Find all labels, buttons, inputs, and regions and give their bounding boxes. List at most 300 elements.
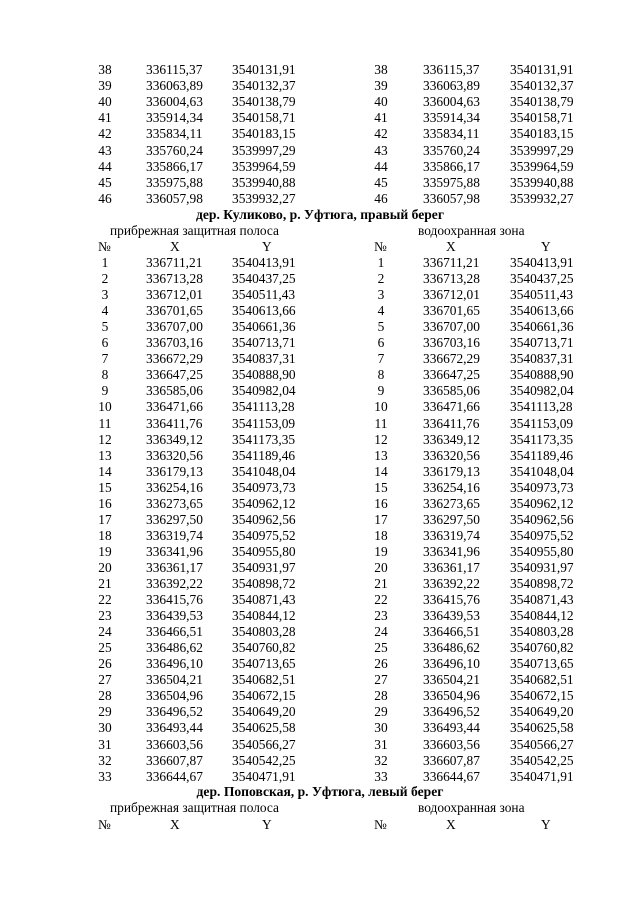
left-coord-y-cell: 3540837,31 xyxy=(232,351,296,367)
left-point-number-cell: 10 xyxy=(98,399,112,415)
left-col-header-y: Y xyxy=(262,239,272,254)
left-point-number-cell: 20 xyxy=(98,559,112,575)
right-coord-x-cell: 336063,89 xyxy=(423,78,480,94)
right-point-number-cell: 6 xyxy=(377,335,385,351)
right-coord-x-cell: 335975,88 xyxy=(423,174,480,190)
left-coord-y-cell: 3540803,28 xyxy=(232,624,296,640)
right-point-number-cell: 8 xyxy=(377,367,385,383)
left-coord-x-cell: 336466,51 xyxy=(146,624,203,640)
left-point-number-cell: 7 xyxy=(101,351,109,367)
right-coord-y-cell: 3540158,71 xyxy=(510,110,574,126)
table-row xyxy=(0,416,640,432)
left-coord-x-cell: 336486,62 xyxy=(146,640,203,656)
right-coord-x-cell: 336701,65 xyxy=(423,303,480,319)
right-point-number-cell: 5 xyxy=(377,319,385,335)
left-point-number-cell: 28 xyxy=(98,688,112,704)
right-point-number-cell: 26 xyxy=(374,656,388,672)
left-point-number-cell: 12 xyxy=(98,431,112,447)
right-coord-x-cell: 335834,11 xyxy=(423,126,480,142)
right-coord-y-cell: 3540682,51 xyxy=(510,672,574,688)
right-coord-x-cell: 336607,87 xyxy=(423,752,480,768)
right-coord-x-cell: 336254,16 xyxy=(423,479,480,495)
left-point-number-cell: 6 xyxy=(101,335,109,351)
left-point-number-cell: 5 xyxy=(101,319,109,335)
right-point-number-cell: 21 xyxy=(374,576,388,591)
right-col-header-y-2: Y xyxy=(541,817,551,832)
right-point-number-cell: 12 xyxy=(374,431,388,447)
left-coord-x-cell: 336349,12 xyxy=(146,431,203,447)
right-coord-y-cell: 3539932,27 xyxy=(510,190,574,206)
right-point-number-cell: 2 xyxy=(377,271,385,287)
left-point-number-cell: 41 xyxy=(98,110,112,126)
left-coord-y-cell: 3539997,29 xyxy=(232,142,296,158)
left-coord-x-cell: 336411,76 xyxy=(146,415,203,431)
left-coord-y-cell: 3540760,82 xyxy=(232,640,296,656)
right-coord-x-cell: 336493,44 xyxy=(423,720,480,736)
right-point-number-cell: 42 xyxy=(374,126,388,142)
left-coord-y-cell: 3540613,66 xyxy=(232,303,296,319)
table-row xyxy=(0,544,640,560)
left-coord-x-cell: 336341,96 xyxy=(146,543,203,559)
left-coord-y-cell: 3540962,12 xyxy=(232,495,296,511)
left-col-header-number-2: № xyxy=(98,817,111,832)
right-coord-x-cell: 336297,50 xyxy=(423,511,480,527)
left-coord-x-cell: 335975,88 xyxy=(146,174,203,190)
right-point-number-cell: 4 xyxy=(377,303,385,319)
table-row xyxy=(0,688,640,704)
right-coord-y-cell: 3539940,88 xyxy=(510,174,574,190)
right-point-number-cell: 13 xyxy=(374,447,388,463)
left-col-header-y-2: Y xyxy=(262,817,272,832)
right-coord-y-cell: 3540713,65 xyxy=(510,656,574,672)
section-title-popovskaya: дер. Поповская, р. Уфтюга, левый берег xyxy=(196,784,444,799)
right-coord-y-cell: 3540649,20 xyxy=(510,704,574,720)
right-coord-y-cell: 3540566,27 xyxy=(510,736,574,752)
right-point-number-cell: 24 xyxy=(374,624,388,640)
left-coord-x-cell: 336607,87 xyxy=(146,752,203,768)
left-coord-y-cell: 3540962,56 xyxy=(232,511,296,527)
right-point-number-cell: 33 xyxy=(374,768,388,784)
right-coord-y-cell: 3540672,15 xyxy=(510,688,574,704)
right-coord-x-cell: 336057,98 xyxy=(423,190,480,206)
left-coord-y-cell: 3540138,79 xyxy=(232,94,296,110)
right-col-header-number: № xyxy=(374,239,387,254)
right-coord-y-cell: 3540962,12 xyxy=(510,495,574,511)
left-point-number-cell: 21 xyxy=(98,576,112,591)
left-coord-x-cell: 336644,67 xyxy=(146,768,203,784)
left-point-number-cell: 44 xyxy=(98,158,112,174)
right-coord-y-cell: 3540973,73 xyxy=(510,479,574,495)
left-coord-x-cell: 336415,76 xyxy=(146,592,203,608)
right-coord-x-cell: 336361,17 xyxy=(423,559,480,575)
right-subtitle-water-protection-zone: водоохранная зона xyxy=(418,223,525,238)
table-row xyxy=(0,367,640,383)
left-coord-x-cell: 336712,01 xyxy=(146,287,203,303)
left-subtitle-protective-strip-2: прибрежная защитная полоса xyxy=(110,800,279,815)
right-point-number-cell: 7 xyxy=(377,351,385,367)
table-row xyxy=(0,271,640,287)
table-row xyxy=(0,126,640,142)
left-coord-x-cell: 335914,34 xyxy=(146,110,203,126)
right-coord-x-cell: 336713,28 xyxy=(423,271,480,287)
left-coord-y-cell: 3540649,20 xyxy=(232,704,296,720)
left-coord-x-cell: 335760,24 xyxy=(146,142,203,158)
left-point-number-cell: 45 xyxy=(98,174,112,190)
table-row xyxy=(0,480,640,496)
table-row xyxy=(0,464,640,480)
left-coord-y-cell: 3540566,27 xyxy=(232,736,296,752)
left-point-number-cell: 3 xyxy=(101,287,109,303)
left-coord-x-cell: 336701,65 xyxy=(146,303,203,319)
right-coord-x-cell: 336341,96 xyxy=(423,543,480,559)
left-coord-x-cell: 336004,63 xyxy=(146,94,203,110)
left-point-number-cell: 38 xyxy=(98,62,112,77)
left-coord-y-cell: 3540437,25 xyxy=(232,271,296,287)
left-coord-x-cell: 336707,00 xyxy=(146,319,203,335)
left-coord-y-cell: 3540975,52 xyxy=(232,527,296,543)
right-coord-x-cell: 336504,96 xyxy=(423,688,480,704)
left-point-number-cell: 2 xyxy=(101,271,109,287)
left-point-number-cell: 39 xyxy=(98,78,112,94)
right-coord-x-cell: 336273,65 xyxy=(423,495,480,511)
table-row xyxy=(0,399,640,415)
left-point-number-cell: 31 xyxy=(98,736,112,752)
left-col-header-number: № xyxy=(98,239,111,254)
left-coord-y-cell: 3540973,73 xyxy=(232,479,296,495)
left-point-number-cell: 1 xyxy=(101,255,109,270)
left-point-number-cell: 4 xyxy=(101,303,109,319)
left-coord-y-cell: 3539940,88 xyxy=(232,174,296,190)
table-row xyxy=(0,383,640,399)
left-coord-y-cell: 3539932,27 xyxy=(232,190,296,206)
right-point-number-cell: 23 xyxy=(374,608,388,624)
left-coord-y-cell: 3541113,28 xyxy=(232,399,295,415)
right-coord-y-cell: 3540131,91 xyxy=(510,62,574,77)
right-point-number-cell: 1 xyxy=(377,255,385,270)
table-row xyxy=(0,753,640,769)
left-coord-x-cell: 336115,37 xyxy=(146,62,203,77)
right-coord-y-cell: 3540625,58 xyxy=(510,720,574,736)
right-point-number-cell: 27 xyxy=(374,672,388,688)
left-point-number-cell: 33 xyxy=(98,768,112,784)
left-coord-y-cell: 3540672,15 xyxy=(232,688,296,704)
left-coord-y-cell: 3540625,58 xyxy=(232,720,296,736)
right-coord-x-cell: 335914,34 xyxy=(423,110,480,126)
right-coord-y-cell: 3540413,91 xyxy=(510,255,574,270)
left-coord-x-cell: 336672,29 xyxy=(146,351,203,367)
right-point-number-cell: 38 xyxy=(374,62,388,77)
right-coord-y-cell: 3540511,43 xyxy=(510,287,574,303)
left-point-number-cell: 42 xyxy=(98,126,112,142)
right-coord-y-cell: 3540613,66 xyxy=(510,303,574,319)
right-coord-y-cell: 3540871,43 xyxy=(510,592,574,608)
table-row xyxy=(0,672,640,688)
table-row xyxy=(0,110,640,126)
right-point-number-cell: 10 xyxy=(374,399,388,415)
right-coord-y-cell: 3540982,04 xyxy=(510,383,574,399)
right-coord-y-cell: 3541153,09 xyxy=(510,415,574,431)
right-point-number-cell: 46 xyxy=(374,190,388,206)
left-coord-y-cell: 3540682,51 xyxy=(232,672,296,688)
left-col-header-x: X xyxy=(170,239,180,254)
right-coord-x-cell: 336115,37 xyxy=(423,62,480,77)
left-col-header-x-2: X xyxy=(170,817,180,832)
right-coord-x-cell: 336496,10 xyxy=(423,656,480,672)
table-row xyxy=(0,576,640,592)
right-coord-x-cell: 336004,63 xyxy=(423,94,480,110)
right-coord-x-cell: 336703,16 xyxy=(423,335,480,351)
left-coord-y-cell: 3540931,97 xyxy=(232,559,296,575)
right-point-number-cell: 20 xyxy=(374,559,388,575)
left-point-number-cell: 32 xyxy=(98,752,112,768)
right-coord-y-cell: 3540661,36 xyxy=(510,319,574,335)
table-row xyxy=(0,78,640,94)
right-point-number-cell: 45 xyxy=(374,174,388,190)
right-coord-x-cell: 336319,74 xyxy=(423,527,480,543)
left-point-number-cell: 26 xyxy=(98,656,112,672)
left-coord-x-cell: 336496,52 xyxy=(146,704,203,720)
right-point-number-cell: 44 xyxy=(374,158,388,174)
table-row xyxy=(0,432,640,448)
right-coord-y-cell: 3540898,72 xyxy=(510,576,574,591)
right-coord-x-cell: 336603,56 xyxy=(423,736,480,752)
table-row xyxy=(0,737,640,753)
table-row xyxy=(0,94,640,110)
right-coord-y-cell: 3540183,15 xyxy=(510,126,574,142)
table-row xyxy=(0,303,640,319)
table-row xyxy=(0,512,640,528)
left-coord-y-cell: 3540955,80 xyxy=(232,543,296,559)
left-coord-x-cell: 335866,17 xyxy=(146,158,203,174)
table-row xyxy=(0,608,640,624)
left-point-number-cell: 46 xyxy=(98,190,112,206)
right-coord-y-cell: 3540437,25 xyxy=(510,271,574,287)
left-coord-y-cell: 3541048,04 xyxy=(232,463,296,479)
right-col-header-x: X xyxy=(446,239,456,254)
right-coord-x-cell: 336179,13 xyxy=(423,463,480,479)
right-coord-y-cell: 3541173,35 xyxy=(510,431,574,447)
left-coord-x-cell: 336273,65 xyxy=(146,495,203,511)
left-coord-x-cell: 336713,28 xyxy=(146,271,203,287)
right-coord-x-cell: 336504,21 xyxy=(423,672,480,688)
table-row xyxy=(0,720,640,736)
table-row xyxy=(0,287,640,303)
table-row xyxy=(0,159,640,175)
right-coord-x-cell: 336349,12 xyxy=(423,431,480,447)
right-point-number-cell: 3 xyxy=(377,287,385,303)
right-coord-y-cell: 3540888,90 xyxy=(510,367,574,383)
table-row xyxy=(0,319,640,335)
right-coord-y-cell: 3540803,28 xyxy=(510,624,574,640)
left-coord-y-cell: 3540183,15 xyxy=(232,126,296,142)
right-coord-x-cell: 336585,06 xyxy=(423,383,480,399)
right-point-number-cell: 30 xyxy=(374,720,388,736)
left-coord-y-cell: 3540713,71 xyxy=(232,335,296,351)
left-coord-y-cell: 3540132,37 xyxy=(232,78,296,94)
left-coord-x-cell: 336496,10 xyxy=(146,656,203,672)
table-row xyxy=(0,175,640,191)
right-coord-y-cell: 3540542,25 xyxy=(510,752,574,768)
left-coord-y-cell: 3540158,71 xyxy=(232,110,296,126)
left-point-number-cell: 29 xyxy=(98,704,112,720)
left-coord-x-cell: 336319,74 xyxy=(146,527,203,543)
left-subtitle-protective-strip: прибрежная защитная полоса xyxy=(110,223,279,238)
left-point-number-cell: 24 xyxy=(98,624,112,640)
left-coord-y-cell: 3540413,91 xyxy=(232,255,296,270)
left-coord-x-cell: 336297,50 xyxy=(146,511,203,527)
left-coord-y-cell: 3540471,91 xyxy=(232,768,296,784)
left-point-number-cell: 18 xyxy=(98,527,112,543)
right-point-number-cell: 18 xyxy=(374,527,388,543)
right-coord-x-cell: 336707,00 xyxy=(423,319,480,335)
right-coord-x-cell: 336672,29 xyxy=(423,351,480,367)
right-coord-x-cell: 336439,53 xyxy=(423,608,480,624)
right-point-number-cell: 14 xyxy=(374,463,388,479)
right-coord-x-cell: 336644,67 xyxy=(423,768,480,784)
left-coord-x-cell: 336471,66 xyxy=(146,399,203,415)
right-coord-x-cell: 336647,25 xyxy=(423,367,480,383)
right-col-header-x-2: X xyxy=(446,817,456,832)
right-coord-x-cell: 336466,51 xyxy=(423,624,480,640)
table-row xyxy=(0,62,640,78)
left-coord-x-cell: 336504,21 xyxy=(146,672,203,688)
left-point-number-cell: 40 xyxy=(98,94,112,110)
right-point-number-cell: 16 xyxy=(374,495,388,511)
left-point-number-cell: 43 xyxy=(98,142,112,158)
right-coord-x-cell: 335866,17 xyxy=(423,158,480,174)
right-coord-y-cell: 3540975,52 xyxy=(510,527,574,543)
table-row xyxy=(0,143,640,159)
left-point-number-cell: 17 xyxy=(98,511,112,527)
right-point-number-cell: 28 xyxy=(374,688,388,704)
left-coord-x-cell: 336361,17 xyxy=(146,559,203,575)
left-coord-y-cell: 3540713,65 xyxy=(232,656,296,672)
left-point-number-cell: 27 xyxy=(98,672,112,688)
table-row xyxy=(0,640,640,656)
right-coord-x-cell: 336415,76 xyxy=(423,592,480,608)
left-point-number-cell: 16 xyxy=(98,495,112,511)
left-coord-x-cell: 335834,11 xyxy=(146,126,203,142)
left-point-number-cell: 19 xyxy=(98,543,112,559)
right-point-number-cell: 31 xyxy=(374,736,388,752)
table-row xyxy=(0,351,640,367)
right-coord-y-cell: 3540713,71 xyxy=(510,335,574,351)
left-coord-y-cell: 3540888,90 xyxy=(232,367,296,383)
table-row xyxy=(0,255,640,271)
table-row xyxy=(0,496,640,512)
right-coord-x-cell: 336392,22 xyxy=(423,576,480,591)
left-coord-x-cell: 336439,53 xyxy=(146,608,203,624)
table-row xyxy=(0,191,640,207)
left-coord-x-cell: 336603,56 xyxy=(146,736,203,752)
right-point-number-cell: 9 xyxy=(377,383,385,399)
right-coord-y-cell: 3539997,29 xyxy=(510,142,574,158)
left-coord-x-cell: 336493,44 xyxy=(146,720,203,736)
right-coord-x-cell: 336471,66 xyxy=(423,399,480,415)
right-coord-y-cell: 3540955,80 xyxy=(510,543,574,559)
table-row xyxy=(0,769,640,785)
left-point-number-cell: 13 xyxy=(98,447,112,463)
left-point-number-cell: 15 xyxy=(98,479,112,495)
table-row xyxy=(0,560,640,576)
left-coord-y-cell: 3540542,25 xyxy=(232,752,296,768)
right-coord-x-cell: 336486,62 xyxy=(423,640,480,656)
right-coord-y-cell: 3541113,28 xyxy=(510,399,573,415)
left-coord-x-cell: 336254,16 xyxy=(146,479,203,495)
right-coord-x-cell: 336496,52 xyxy=(423,704,480,720)
left-coord-y-cell: 3540661,36 xyxy=(232,319,296,335)
right-point-number-cell: 22 xyxy=(374,592,388,608)
right-point-number-cell: 43 xyxy=(374,142,388,158)
right-coord-x-cell: 336320,56 xyxy=(423,447,480,463)
left-coord-y-cell: 3540982,04 xyxy=(232,383,296,399)
table-row xyxy=(0,704,640,720)
table-row xyxy=(0,335,640,351)
right-coord-x-cell: 336411,76 xyxy=(423,415,480,431)
table-row xyxy=(0,624,640,640)
right-point-number-cell: 25 xyxy=(374,640,388,656)
section-title-kulikovo: дер. Куликово, р. Уфтюга, правый берег xyxy=(195,207,445,222)
right-coord-y-cell: 3540138,79 xyxy=(510,94,574,110)
right-coord-y-cell: 3541048,04 xyxy=(510,463,574,479)
right-coord-y-cell: 3540931,97 xyxy=(510,559,574,575)
right-coord-y-cell: 3540471,91 xyxy=(510,768,574,784)
right-point-number-cell: 32 xyxy=(374,752,388,768)
left-point-number-cell: 14 xyxy=(98,463,112,479)
right-col-header-number-2: № xyxy=(374,817,387,832)
right-coord-y-cell: 3540844,12 xyxy=(510,608,574,624)
left-coord-y-cell: 3541189,46 xyxy=(232,447,296,463)
left-coord-x-cell: 336647,25 xyxy=(146,367,203,383)
left-coord-x-cell: 336063,89 xyxy=(146,78,203,94)
left-coord-x-cell: 336504,96 xyxy=(146,688,203,704)
left-coord-x-cell: 336320,56 xyxy=(146,447,203,463)
right-coord-y-cell: 3540837,31 xyxy=(510,351,574,367)
left-coord-x-cell: 336703,16 xyxy=(146,335,203,351)
left-coord-y-cell: 3540131,91 xyxy=(232,62,296,77)
left-point-number-cell: 22 xyxy=(98,592,112,608)
table-row xyxy=(0,528,640,544)
left-point-number-cell: 9 xyxy=(101,383,109,399)
right-coord-x-cell: 336712,01 xyxy=(423,287,480,303)
right-col-header-y: Y xyxy=(541,239,551,254)
left-coord-y-cell: 3539964,59 xyxy=(232,158,296,174)
right-point-number-cell: 19 xyxy=(374,543,388,559)
left-coord-x-cell: 336057,98 xyxy=(146,190,203,206)
left-coord-x-cell: 336711,21 xyxy=(146,255,203,270)
right-point-number-cell: 39 xyxy=(374,78,388,94)
right-point-number-cell: 15 xyxy=(374,479,388,495)
left-point-number-cell: 25 xyxy=(98,640,112,656)
right-coord-x-cell: 335760,24 xyxy=(423,142,480,158)
right-point-number-cell: 41 xyxy=(374,110,388,126)
right-point-number-cell: 29 xyxy=(374,704,388,720)
right-coord-y-cell: 3540132,37 xyxy=(510,78,574,94)
left-coord-y-cell: 3541173,35 xyxy=(232,431,296,447)
right-coord-x-cell: 336711,21 xyxy=(423,255,480,270)
right-coord-y-cell: 3539964,59 xyxy=(510,158,574,174)
left-coord-y-cell: 3541153,09 xyxy=(232,415,296,431)
right-point-number-cell: 40 xyxy=(374,94,388,110)
left-coord-y-cell: 3540871,43 xyxy=(232,592,296,608)
left-point-number-cell: 8 xyxy=(101,367,109,383)
right-point-number-cell: 17 xyxy=(374,511,388,527)
right-point-number-cell: 11 xyxy=(374,415,388,431)
left-coord-x-cell: 336392,22 xyxy=(146,576,203,591)
table-row xyxy=(0,448,640,464)
left-coord-x-cell: 336179,13 xyxy=(146,463,203,479)
left-coord-x-cell: 336585,06 xyxy=(146,383,203,399)
